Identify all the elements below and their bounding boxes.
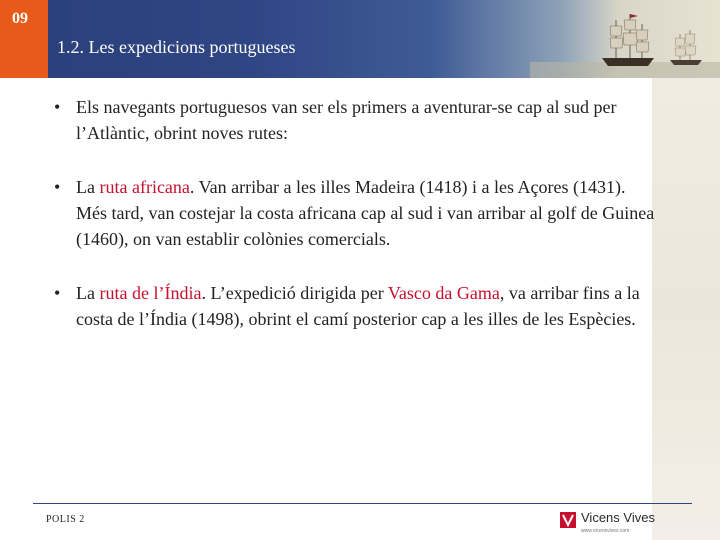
bullet-item: [30, 94, 655, 146]
section-tab: [0, 0, 48, 78]
bullet-icon: •: [54, 97, 61, 117]
bullet-text: Els navegants portuguesos van ser els primers a aventurar-se cap al sud per l’Atlàntic, obrint noves rutes:: [76, 97, 617, 143]
vicens-vives-logo: [560, 509, 656, 535]
page-title: 1.2. Les expedicions portugueses: [57, 37, 296, 57]
logo-url-text: www.vicensvives.com: [581, 528, 630, 534]
bullet-icon: •: [54, 177, 61, 197]
bullet-text: , va arribar fins a la costa de l’Índia (1498), obrint el camí posterior cap a les illes de les Espècies.: [76, 283, 640, 329]
bullet-item: [30, 174, 655, 252]
footer-course-label: POLIS 2: [46, 514, 85, 525]
bullet-text-middle: . L’expedició dirigida per: [201, 283, 388, 303]
bullet-prefix: La: [76, 177, 100, 197]
bullet-item: [30, 280, 655, 332]
footer-rule: [33, 503, 692, 504]
sailing-ships-painting: [530, 0, 720, 78]
bullet-prefix: La: [76, 283, 100, 303]
bullet-icon: •: [54, 283, 61, 303]
logo-mark-icon: [560, 512, 576, 528]
highlight-african-route: ruta africana: [99, 177, 190, 197]
highlight-india-route: ruta de l’Índia: [99, 283, 202, 303]
highlight-vasco-da-gama: Vasco da Gama: [387, 283, 500, 303]
logo-brand-text: Vicens Vives: [581, 510, 655, 525]
bullet-text: . Van arribar a les illes Madeira (1418) i a les Açores (1431). Més tard, van costejar la costa africana cap al sud i van arribar al golf de Guinea (1460), on van establir colònies comercials.: [76, 177, 655, 249]
side-decoration-strip: [652, 78, 720, 540]
section-number: 09: [12, 10, 28, 27]
bullet-list: [30, 94, 655, 332]
